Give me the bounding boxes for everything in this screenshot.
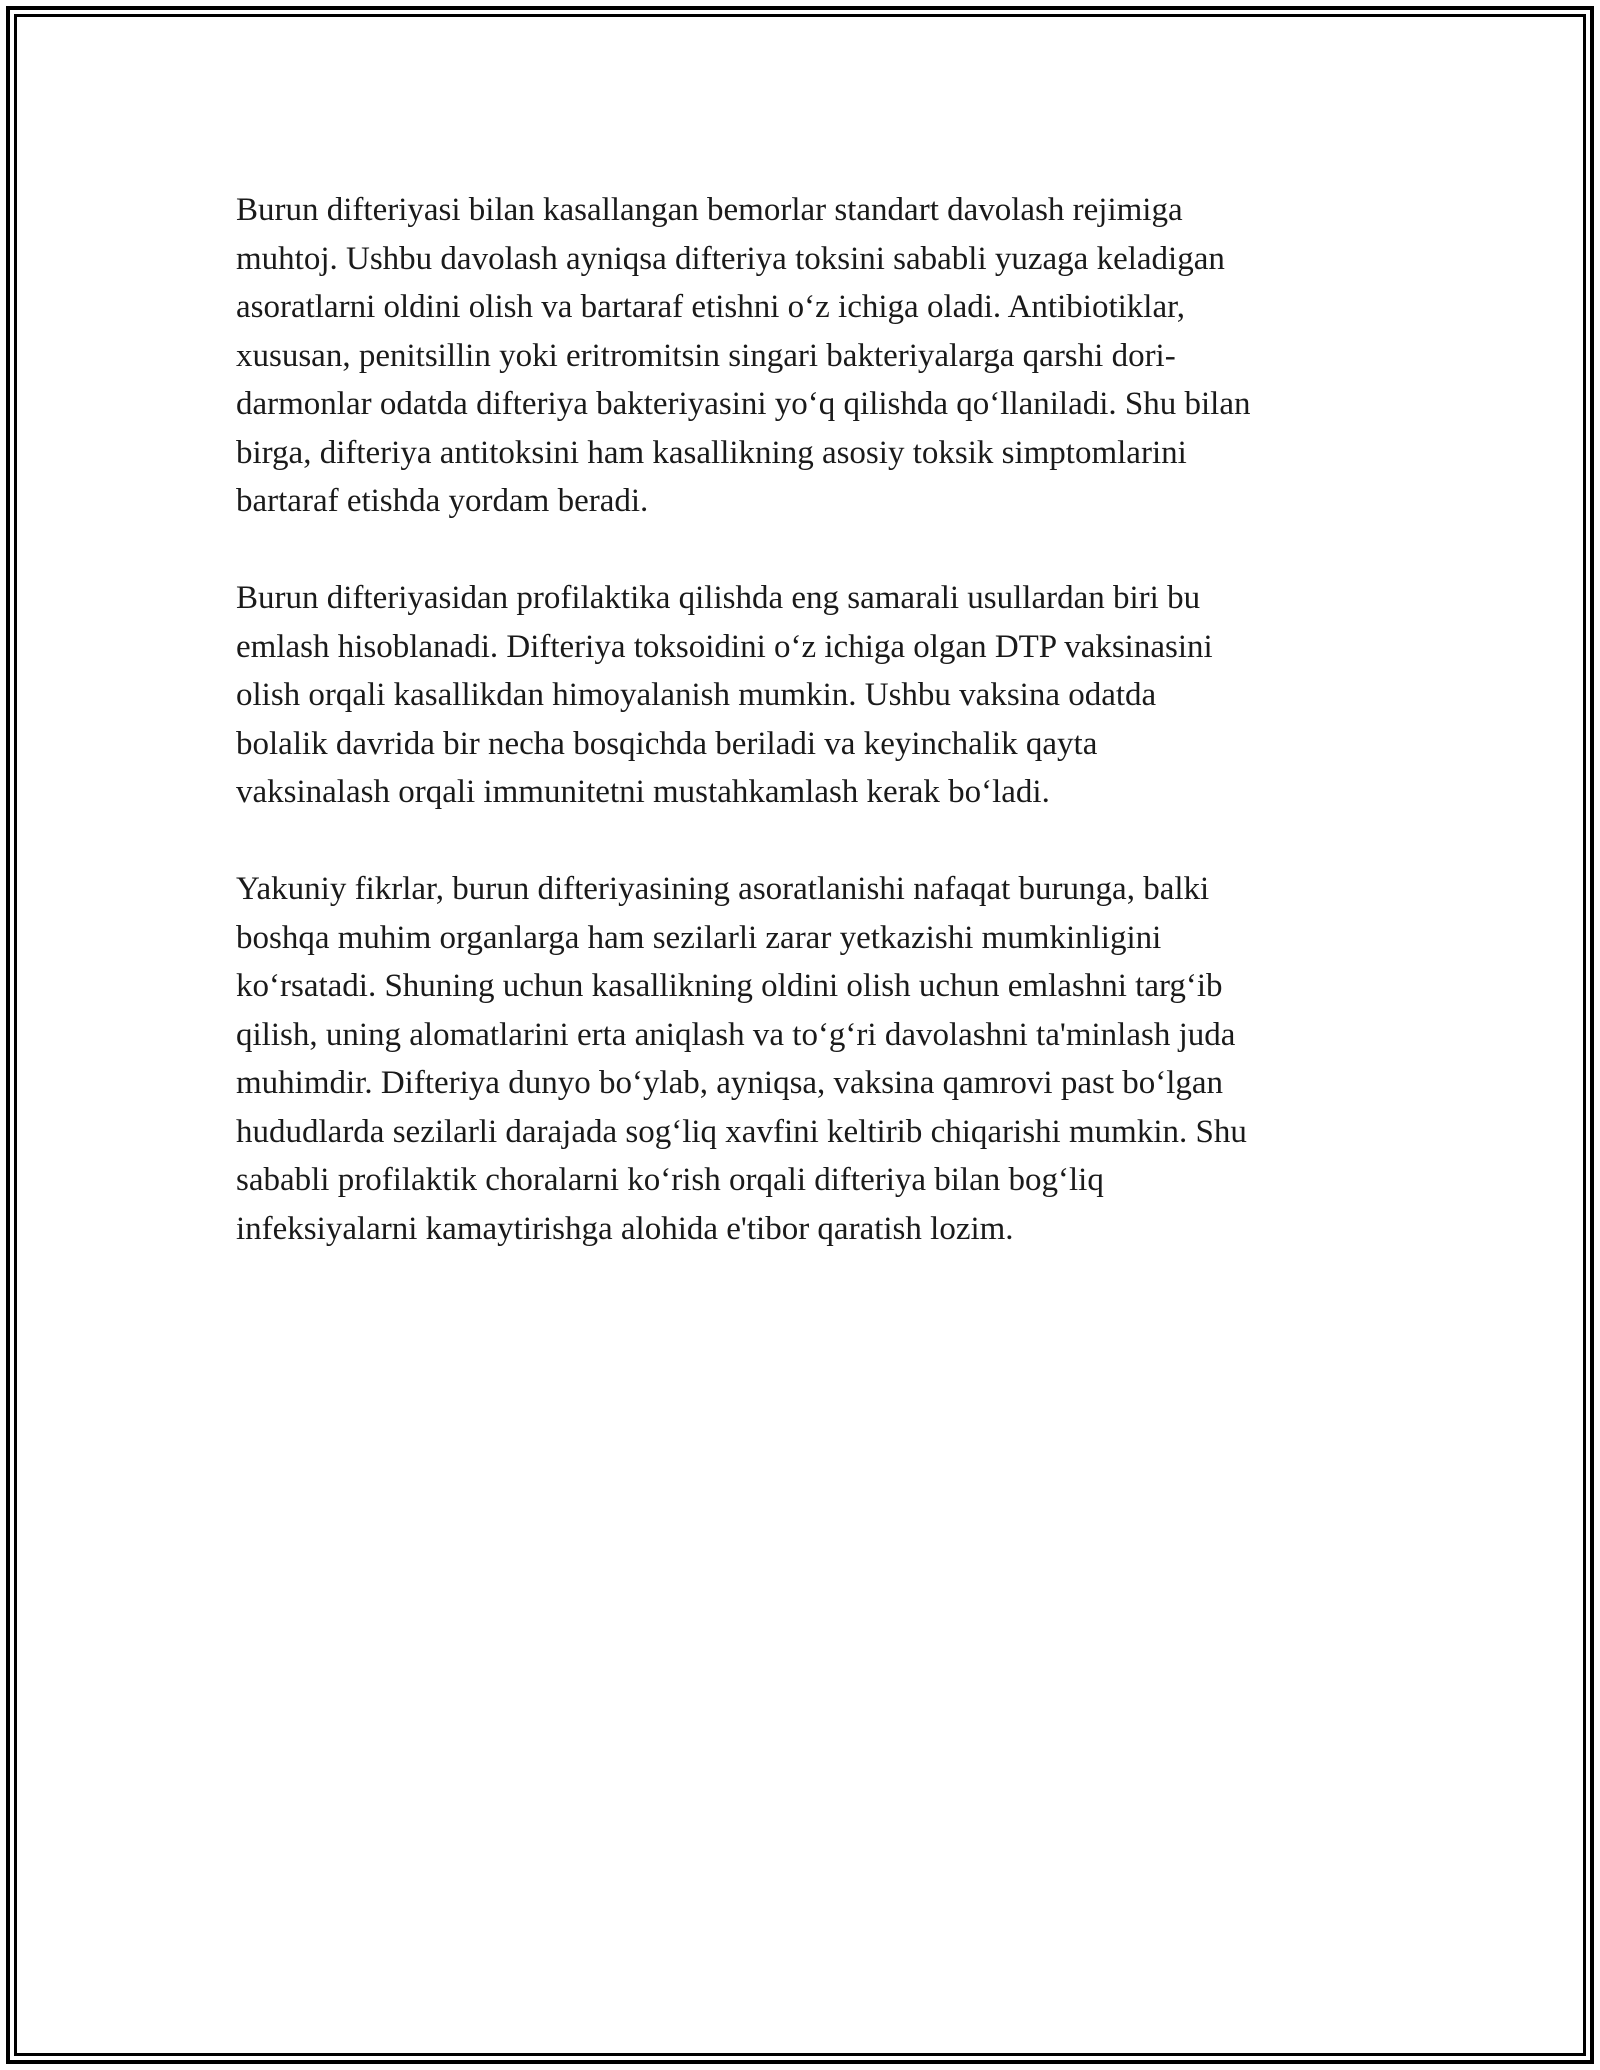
paragraph-conclusion	[236, 865, 1376, 1253]
paragraph-treatment	[236, 186, 1376, 526]
text-line: boshqa muhim organlarga ham sezilarli zarar yetkazishi mumkinligini	[236, 919, 1162, 956]
text-line: vaksinalash orqali immunitetni mustahkamlash kerak bo‘ladi.	[236, 774, 1050, 810]
text-line: sababli profilaktik choralarni ko‘rish orqali difteriya bilan bog‘liq	[236, 1162, 1104, 1198]
text-line: xususan, penitsillin yoki eritromitsin singari bakteriyalarga qarshi dori-	[236, 337, 1176, 374]
text-line: darmonlar odatda difteriya bakteriyasini yo‘q qilishda qo‘llaniladi. Shu bilan	[236, 386, 1251, 422]
text-line: hududlarda sezilarli darajada sog‘liq xavfini keltirib chiqarishi mumkin. Shu	[236, 1113, 1247, 1150]
text-line: infeksiyalarni kamaytirishga alohida e'tibor qaratish lozim.	[236, 1210, 1014, 1247]
document-body	[236, 186, 1376, 1302]
text-line: Burun difteriyasi bilan kasallangan bemorlar standart davolash rejimiga	[236, 192, 1183, 228]
text-line: Burun difteriyasidan profilaktika qilishda eng samarali usullardan biri bu	[236, 580, 1201, 616]
text-line: olish orqali kasallikdan himoyalanish mumkin. Ushbu vaksina odatda	[236, 677, 1157, 713]
text-line: Yakuniy fikrlar, burun difteriyasining asoratlanishi nafaqat burunga, balki	[236, 871, 1210, 907]
text-line: ko‘rsatadi. Shuning uchun kasallikning oldini olish uchun emlashni targ‘ib	[236, 968, 1223, 1004]
text-line: bartaraf etishda yordam beradi.	[236, 483, 649, 519]
text-line: birga, difteriya antitoksini ham kasallikning asosiy toksik simptomlarini	[236, 434, 1187, 471]
text-line: bolalik davrida bir necha bosqichda beriladi va keyinchalik qayta	[236, 725, 1098, 762]
paragraph-prevention	[236, 574, 1376, 817]
text-line: qilish, uning alomatlarini erta aniqlash va to‘g‘ri davolashni ta'minlash juda	[236, 1016, 1236, 1053]
text-line: muhtoj. Ushbu davolash ayniqsa difteriya toksini sababli yuzaga keladigan	[236, 240, 1225, 277]
text-line: emlash hisoblanadi. Difteriya toksoidini o‘z ichiga olgan DTP vaksinasini	[236, 628, 1213, 665]
text-line: muhimdir. Difteriya dunyo bo‘ylab, ayniqsa, vaksina qamrovi past bo‘lgan	[236, 1065, 1224, 1101]
text-line: asoratlarni oldini olish va bartaraf etishni o‘z ichiga oladi. Antibiotiklar,	[236, 289, 1186, 325]
